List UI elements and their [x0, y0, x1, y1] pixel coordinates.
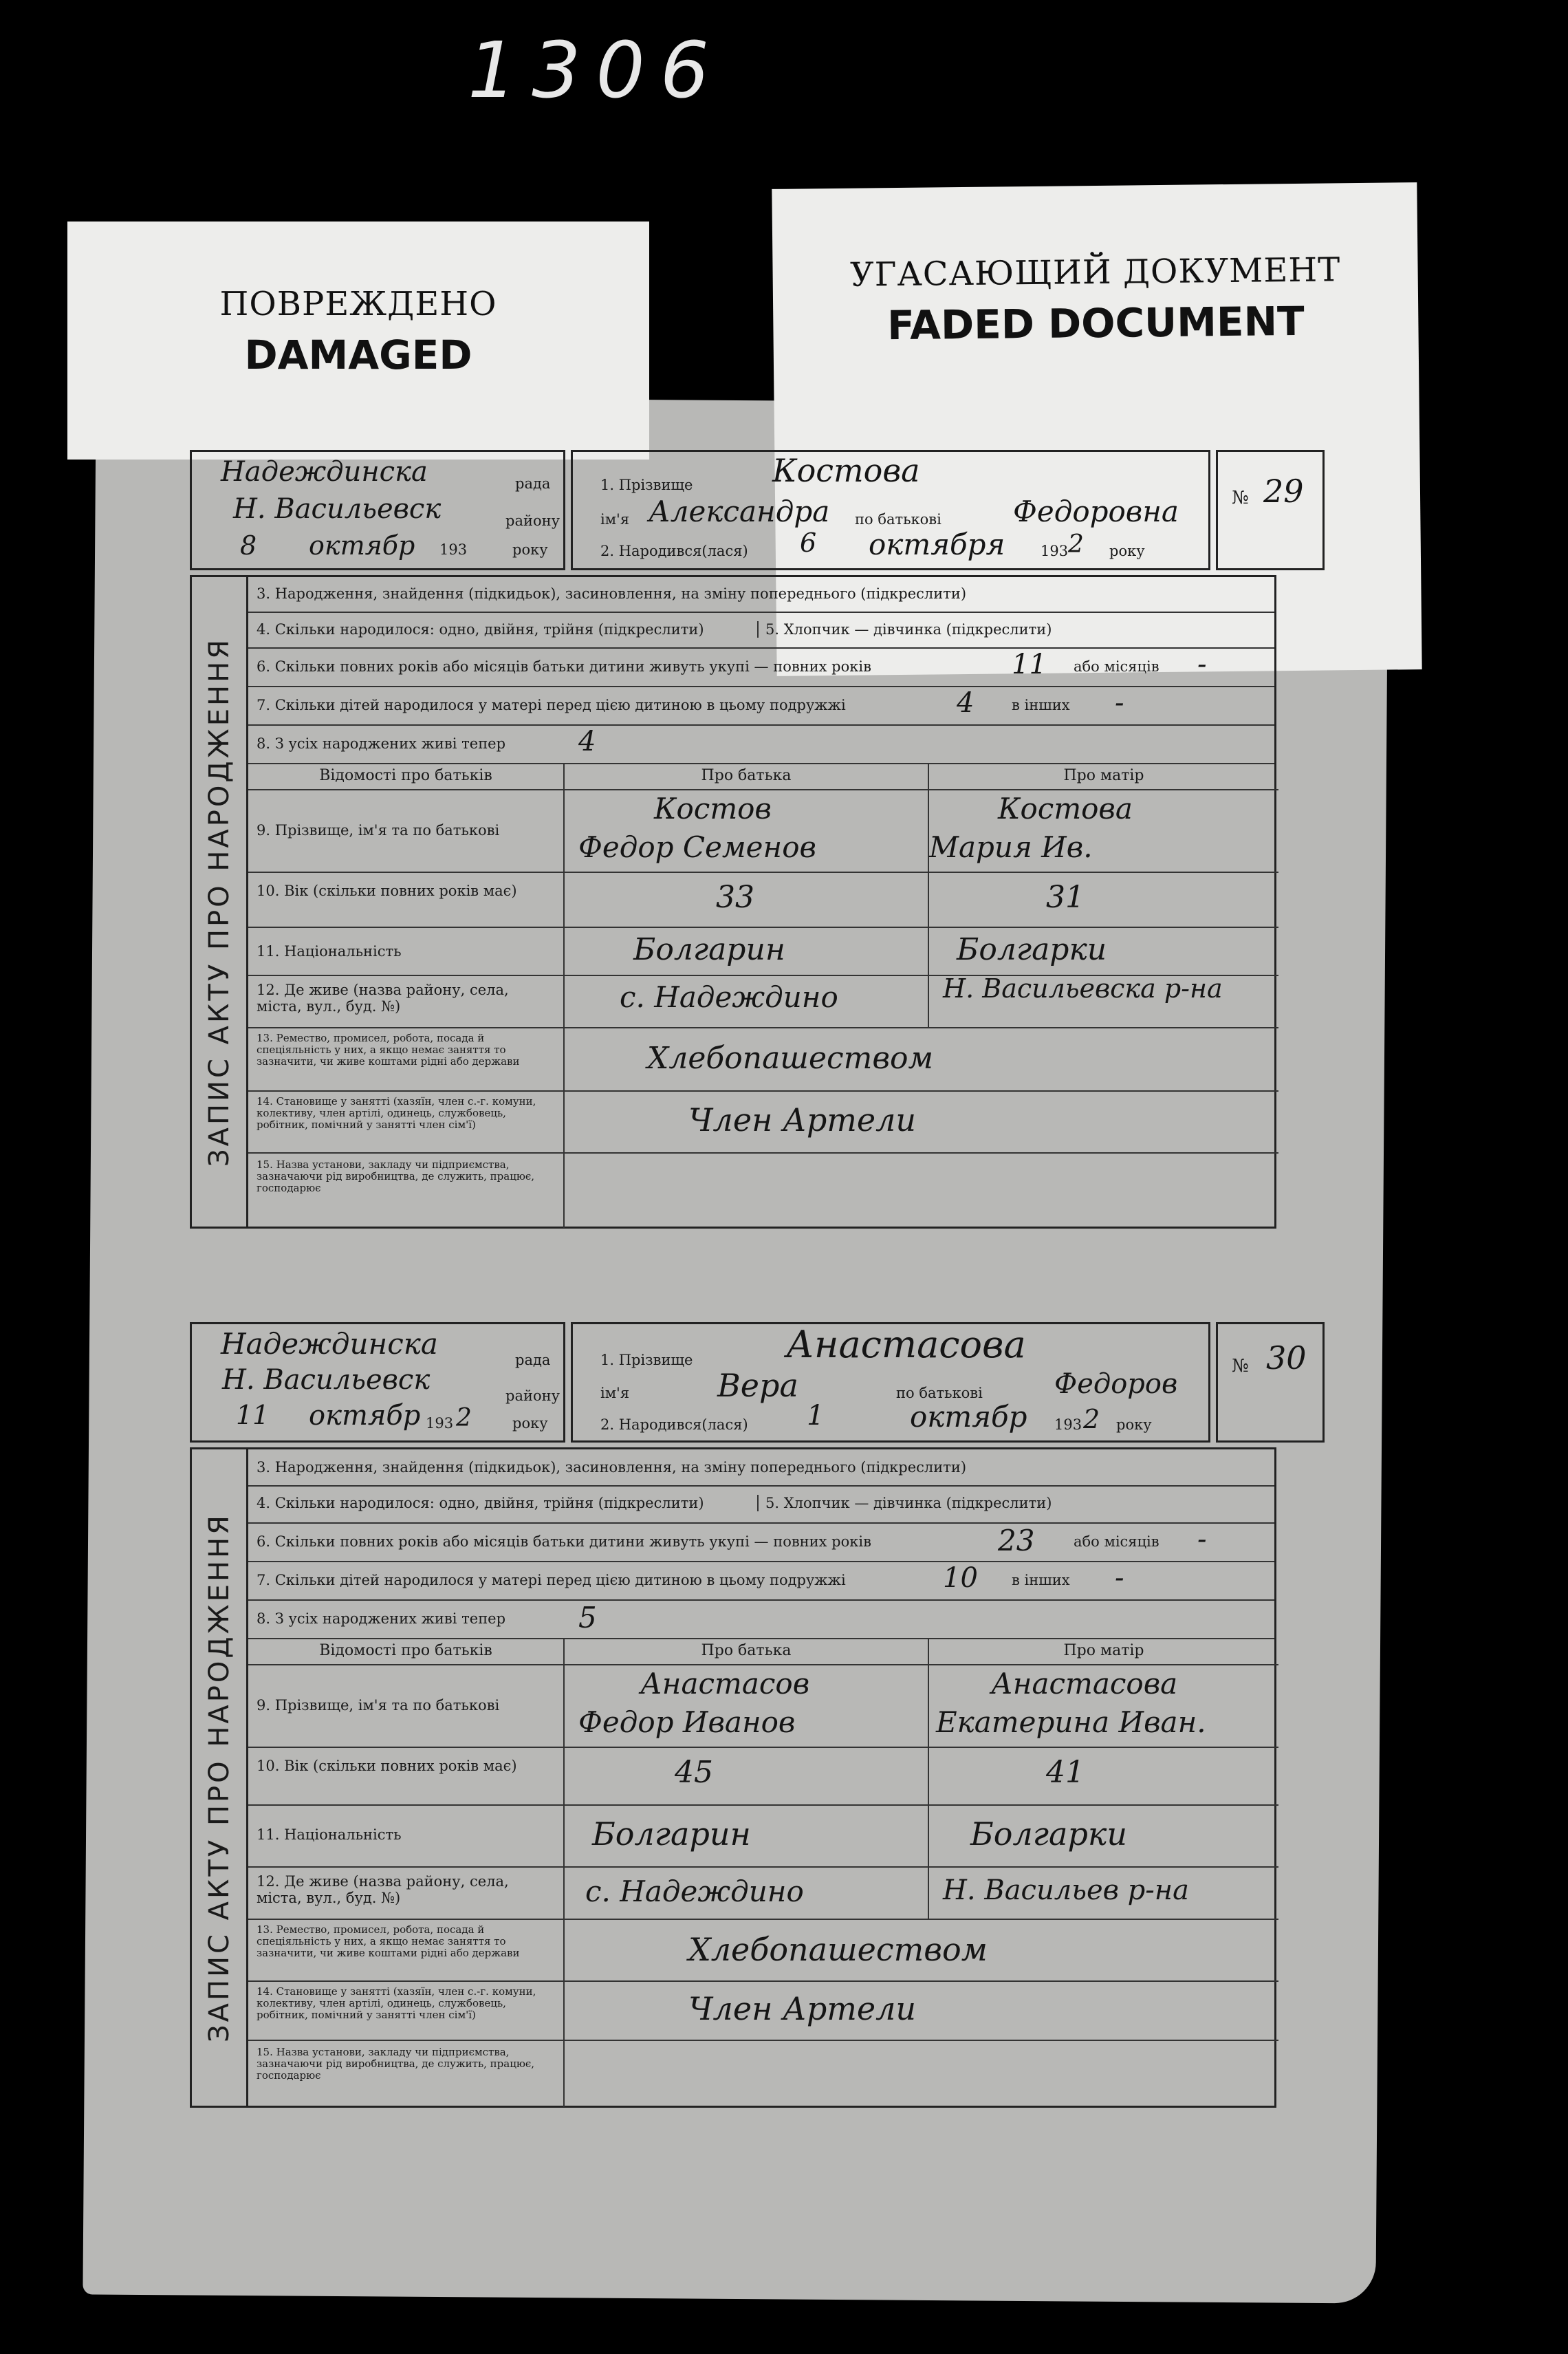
damaged-label-en: DAMAGED — [244, 332, 472, 378]
parents-table — [248, 763, 1274, 1231]
row-15-label — [248, 2041, 565, 2107]
mother-name-cell — [929, 1665, 1278, 1748]
col-mother-text: Про матір — [1063, 1642, 1144, 1659]
row-5-text: 5. Хлопчик — дівчинка (підкреслити) — [757, 621, 1052, 638]
row-14-text: 14. Становище у занятті (хазяїн, член с.-г. комуни, колективу, член артілі, одинець, службовець, робітник, помічний у занятті член сім'ї) — [257, 1985, 536, 2021]
row-7 — [248, 686, 1274, 726]
row-15-text: 15. Назва установи, закладу чи підприємства, зазначаючи рід виробництва, де служить, працює, господарює — [257, 2046, 535, 2082]
row-4-5 — [248, 612, 1274, 649]
birth-month: октябр — [910, 1400, 1027, 1434]
father-nationality: Болгарин — [633, 932, 785, 967]
father-age: 33 — [716, 880, 754, 915]
record-side-title — [192, 577, 248, 1227]
col-father-text: Про батька — [701, 767, 792, 784]
record-body — [190, 575, 1276, 1229]
row-3-text: 3. Народження, знайдення (підкидьок), засиновлення, на зміну попереднього (підкреслити) — [257, 1459, 967, 1476]
workplace-cell — [565, 2041, 1278, 2107]
occupation: Хлебопашеством — [647, 1041, 933, 1076]
row-13-label — [248, 1028, 565, 1092]
record-number-box — [1216, 450, 1325, 570]
child-patronymic: Федоров — [1054, 1368, 1178, 1400]
parents-table — [248, 1638, 1274, 2106]
reg-month: октябр — [309, 530, 415, 561]
position: Член Артели — [688, 1990, 917, 2027]
years-together: 23 — [998, 1524, 1035, 1557]
row-9-text: 9. Прізвище, ім'я та по батькові — [257, 1697, 500, 1714]
child-surname: Анастасова — [786, 1323, 1026, 1366]
row-5-text: 5. Хлопчик — дівчинка (підкреслити) — [757, 1495, 1052, 1511]
mother-nationality: Болгарки — [957, 932, 1107, 967]
col-father-header — [565, 763, 929, 790]
reg-year-prefix: 193 — [439, 541, 468, 558]
father-lives-cell — [565, 1868, 929, 1920]
mother-age: 31 — [1046, 880, 1085, 915]
birth-record-1 — [190, 450, 1325, 1227]
row-6b-text: або місяців — [1074, 1533, 1159, 1550]
father-name-cell — [565, 1665, 929, 1748]
children-other: - — [1115, 687, 1124, 719]
father-lives-cell — [565, 976, 929, 1028]
reg-year-suffix: 2 — [456, 1404, 472, 1432]
district-name: Н. Васильевск — [233, 493, 442, 525]
mother-nat-cell — [929, 1806, 1278, 1868]
father-name-cell — [565, 790, 929, 873]
birth-year-suffix: 2 — [1083, 1404, 1100, 1434]
mother-age-cell — [929, 1748, 1278, 1806]
record-header — [190, 450, 1325, 570]
row-6 — [248, 647, 1274, 687]
father-age-cell — [565, 1748, 929, 1806]
child-name: Александра — [649, 495, 830, 528]
birth-month: октября — [869, 528, 1005, 561]
row-7-text: 7. Скільки дітей народилося у матері перед цією дитиною в цьому подружжі — [257, 697, 846, 713]
col-mother-header — [929, 763, 1278, 790]
col-father-header — [565, 1638, 929, 1665]
child-patronymic: Федоровна — [1013, 495, 1179, 528]
row-8 — [248, 724, 1274, 764]
occupation-cell — [565, 1028, 1278, 1092]
mother-lives-cell — [929, 973, 1278, 1028]
number-sign: № — [1232, 1356, 1249, 1376]
row-3-text: 3. Народження, знайдення (підкидьок), засиновлення, на зміну попереднього (підкреслити) — [257, 585, 967, 602]
row-9-label — [248, 1665, 565, 1748]
row-11-label — [248, 1806, 565, 1868]
born-label: 2. Народився(лася) — [600, 1416, 748, 1433]
roku-label: року — [512, 541, 548, 558]
birth-year-prefix: 193 — [1054, 1416, 1082, 1433]
row-13-text: 13. Ремество, промисел, робота, посада й спеціяльність у них, а якщо немає заняття то зазначити, чи живе коштами рідні або держави — [257, 1032, 520, 1068]
row-11-text: 11. Національність — [257, 1826, 402, 1843]
surname-label: 1. Прізвище — [600, 477, 693, 493]
father-given: Федор Иванов — [578, 1705, 796, 1739]
years-together: 11 — [1012, 649, 1047, 680]
registration-box — [190, 450, 565, 570]
mother-given: Екатерина Иван. — [936, 1705, 1206, 1739]
col-info-header — [248, 1638, 565, 1665]
mother-age: 41 — [1046, 1755, 1085, 1790]
children-before: 10 — [943, 1562, 978, 1594]
row-9-label — [248, 790, 565, 873]
registration-box — [190, 1322, 565, 1443]
council-name: Надеждинска — [221, 1327, 438, 1361]
father-age-cell — [565, 873, 929, 928]
record-number: 30 — [1266, 1339, 1307, 1376]
roku-label: року — [512, 1415, 548, 1432]
born-label: 2. Народився(лася) — [600, 543, 748, 559]
row-15-text: 15. Назва установи, закладу чи підприємства, зазначаючи рід виробництва, де служить, працює, господарює — [257, 1158, 535, 1194]
position: Член Артели — [688, 1101, 917, 1138]
mother-residence: Н. Васильев р-на — [943, 1875, 1189, 1906]
rada-label: рада — [515, 1352, 551, 1368]
father-nat-cell — [565, 1806, 929, 1868]
birth-year-suffix: 2 — [1068, 530, 1084, 559]
damaged-label-ru: ПОВРЕЖДЕНО — [219, 285, 497, 323]
father-surname: Анастасов — [640, 1667, 810, 1700]
birth-year-prefix: 193 — [1041, 543, 1069, 559]
record-body — [190, 1447, 1276, 2108]
row-7-text: 7. Скільки дітей народилося у матері перед цією дитиною в цьому подружжі — [257, 1572, 846, 1588]
row-3 — [248, 577, 1274, 613]
row-12-text: 12. Де живе (назва району, села, міста, вул., буд. №) — [257, 1873, 509, 1906]
workplace-cell — [565, 1154, 1278, 1228]
rayonu-label: району — [505, 1387, 560, 1404]
mother-nat-cell — [929, 928, 1278, 976]
council-name: Надеждинска — [221, 456, 428, 488]
occupation-cell — [565, 1920, 1278, 1982]
row-14-text: 14. Становище у занятті (хазяїн, член с.-г. комуни, колективу, член артілі, одинець, службовець, робітник, помічний у занятті член сім'ї) — [257, 1095, 536, 1131]
record-number-box — [1216, 1322, 1325, 1443]
reg-year-prefix: 193 — [426, 1415, 454, 1432]
child-name-box — [571, 1322, 1210, 1443]
row-6b-text: або місяців — [1074, 658, 1159, 675]
row-4-text: 4. Скільки народилося: одно, двійня, трійня (підкреслити) — [257, 1495, 704, 1511]
birth-roku-label: року — [1109, 543, 1145, 559]
side-title-text: ЗАПИС АКТУ ПРО НАРОДЖЕННЯ — [203, 1513, 235, 2042]
row-7 — [248, 1561, 1274, 1601]
child-surname: Костова — [772, 452, 920, 489]
father-residence: с. Надеждино — [585, 1875, 804, 1908]
children-other: - — [1115, 1562, 1124, 1594]
father-age: 45 — [675, 1755, 713, 1790]
row-11-label — [248, 928, 565, 976]
number-sign: № — [1232, 488, 1249, 508]
row-8-text: 8. З усіх народжених живі тепер — [257, 1610, 506, 1627]
row-4-5 — [248, 1485, 1274, 1524]
father-surname: Костов — [654, 792, 772, 825]
mother-nationality: Болгарки — [970, 1815, 1128, 1853]
birth-day: 6 — [800, 528, 817, 558]
row-11-text: 11. Національність — [257, 943, 402, 960]
row-12-label — [248, 1868, 565, 1920]
mother-age-cell — [929, 873, 1278, 928]
patronymic-label: по батькові — [855, 511, 941, 528]
father-nat-cell — [565, 928, 929, 976]
reg-month: октябр — [309, 1400, 421, 1432]
position-cell — [565, 1092, 1278, 1154]
row-14-label — [248, 1092, 565, 1154]
row-10-label — [248, 873, 565, 928]
row-3 — [248, 1449, 1274, 1487]
district-name: Н. Васильевск — [222, 1364, 431, 1396]
record-header — [190, 1322, 1325, 1443]
surname-label: 1. Прізвище — [600, 1352, 693, 1368]
row-7b-text: в інших — [1012, 1572, 1070, 1588]
row-10-text: 10. Вік (скільки повних років має) — [257, 883, 517, 899]
rada-label: рада — [515, 475, 551, 492]
reg-day: 11 — [236, 1400, 270, 1430]
faded-label-en: FADED DOCUMENT — [886, 297, 1305, 349]
row-13-text: 13. Ремество, промисел, робота, посада й спеціяльність у них, а якщо немає заняття то зазначити, чи живе коштами рідні або держави — [257, 1923, 520, 1959]
row-8-text: 8. З усіх народжених живі тепер — [257, 735, 506, 752]
row-10-text: 10. Вік (скільки повних років має) — [257, 1758, 517, 1774]
faded-label-ru: УГАСАЮЩИЙ ДОКУМЕНТ — [849, 250, 1341, 294]
col-mother-text: Про матір — [1063, 767, 1144, 784]
rayonu-label: району — [505, 512, 560, 529]
occupation: Хлебопашеством — [688, 1931, 988, 1968]
months-together: - — [1197, 649, 1207, 680]
col-info-text: Відомості про батьків — [319, 1642, 492, 1659]
row-4-text: 4. Скільки народилося: одно, двійня, трійня (підкреслити) — [257, 621, 704, 638]
mother-given: Мария Ив. — [929, 830, 1093, 864]
name-label: ім'я — [600, 1385, 630, 1401]
birth-roku-label: року — [1116, 1416, 1152, 1433]
row-6-text: 6. Скільки повних років або місяців батьки дитини живуть укупі — повних років — [257, 658, 871, 675]
mother-surname: Анастасова — [991, 1667, 1178, 1700]
row-7b-text: в інших — [1012, 697, 1070, 713]
patronymic-label: по батькові — [896, 1385, 983, 1401]
row-8 — [248, 1599, 1274, 1639]
father-residence: с. Надеждино — [620, 980, 838, 1014]
child-name-box — [571, 450, 1210, 570]
mother-lives-cell — [929, 1868, 1278, 1920]
father-nationality: Болгарин — [592, 1815, 751, 1853]
name-label: ім'я — [600, 511, 630, 528]
record-number: 29 — [1263, 473, 1304, 510]
row-10-label — [248, 1748, 565, 1806]
col-info-text: Відомості про батьків — [319, 767, 492, 784]
row-12-text: 12. Де живе (назва району, села, міста, вул., буд. №) — [257, 982, 509, 1015]
row-9-text: 9. Прізвище, ім'я та по батькові — [257, 822, 500, 839]
father-given: Федор Семенов — [578, 830, 816, 864]
birth-record-2 — [190, 1322, 1325, 2106]
row-6 — [248, 1522, 1274, 1562]
children-before: 4 — [957, 687, 974, 719]
mother-name-cell — [929, 790, 1278, 873]
archive-number: 1306 — [468, 26, 725, 116]
row-6-text: 6. Скільки повних років або місяців батьки дитини живуть укупі — повних років — [257, 1533, 871, 1550]
record-side-title — [192, 1449, 248, 2106]
col-father-text: Про батька — [701, 1642, 792, 1659]
mother-residence: Н. Васильевска р-на — [943, 973, 1223, 1004]
reg-day: 8 — [240, 530, 257, 561]
col-info-header — [248, 763, 565, 790]
side-title-text: ЗАПИС АКТУ ПРО НАРОДЖЕННЯ — [203, 637, 235, 1167]
row-14-label — [248, 1982, 565, 2041]
birth-day: 1 — [807, 1400, 825, 1432]
row-13-label — [248, 1920, 565, 1982]
alive-now: 4 — [578, 726, 596, 757]
position-cell — [565, 1982, 1278, 2041]
col-mother-header — [929, 1638, 1278, 1665]
row-15-label — [248, 1154, 565, 1228]
damaged-label — [67, 222, 649, 460]
months-together: - — [1197, 1524, 1207, 1555]
alive-now: 5 — [578, 1601, 597, 1634]
mother-surname: Костова — [998, 792, 1133, 825]
row-12-label — [248, 976, 565, 1028]
child-name: Вера — [717, 1367, 798, 1404]
